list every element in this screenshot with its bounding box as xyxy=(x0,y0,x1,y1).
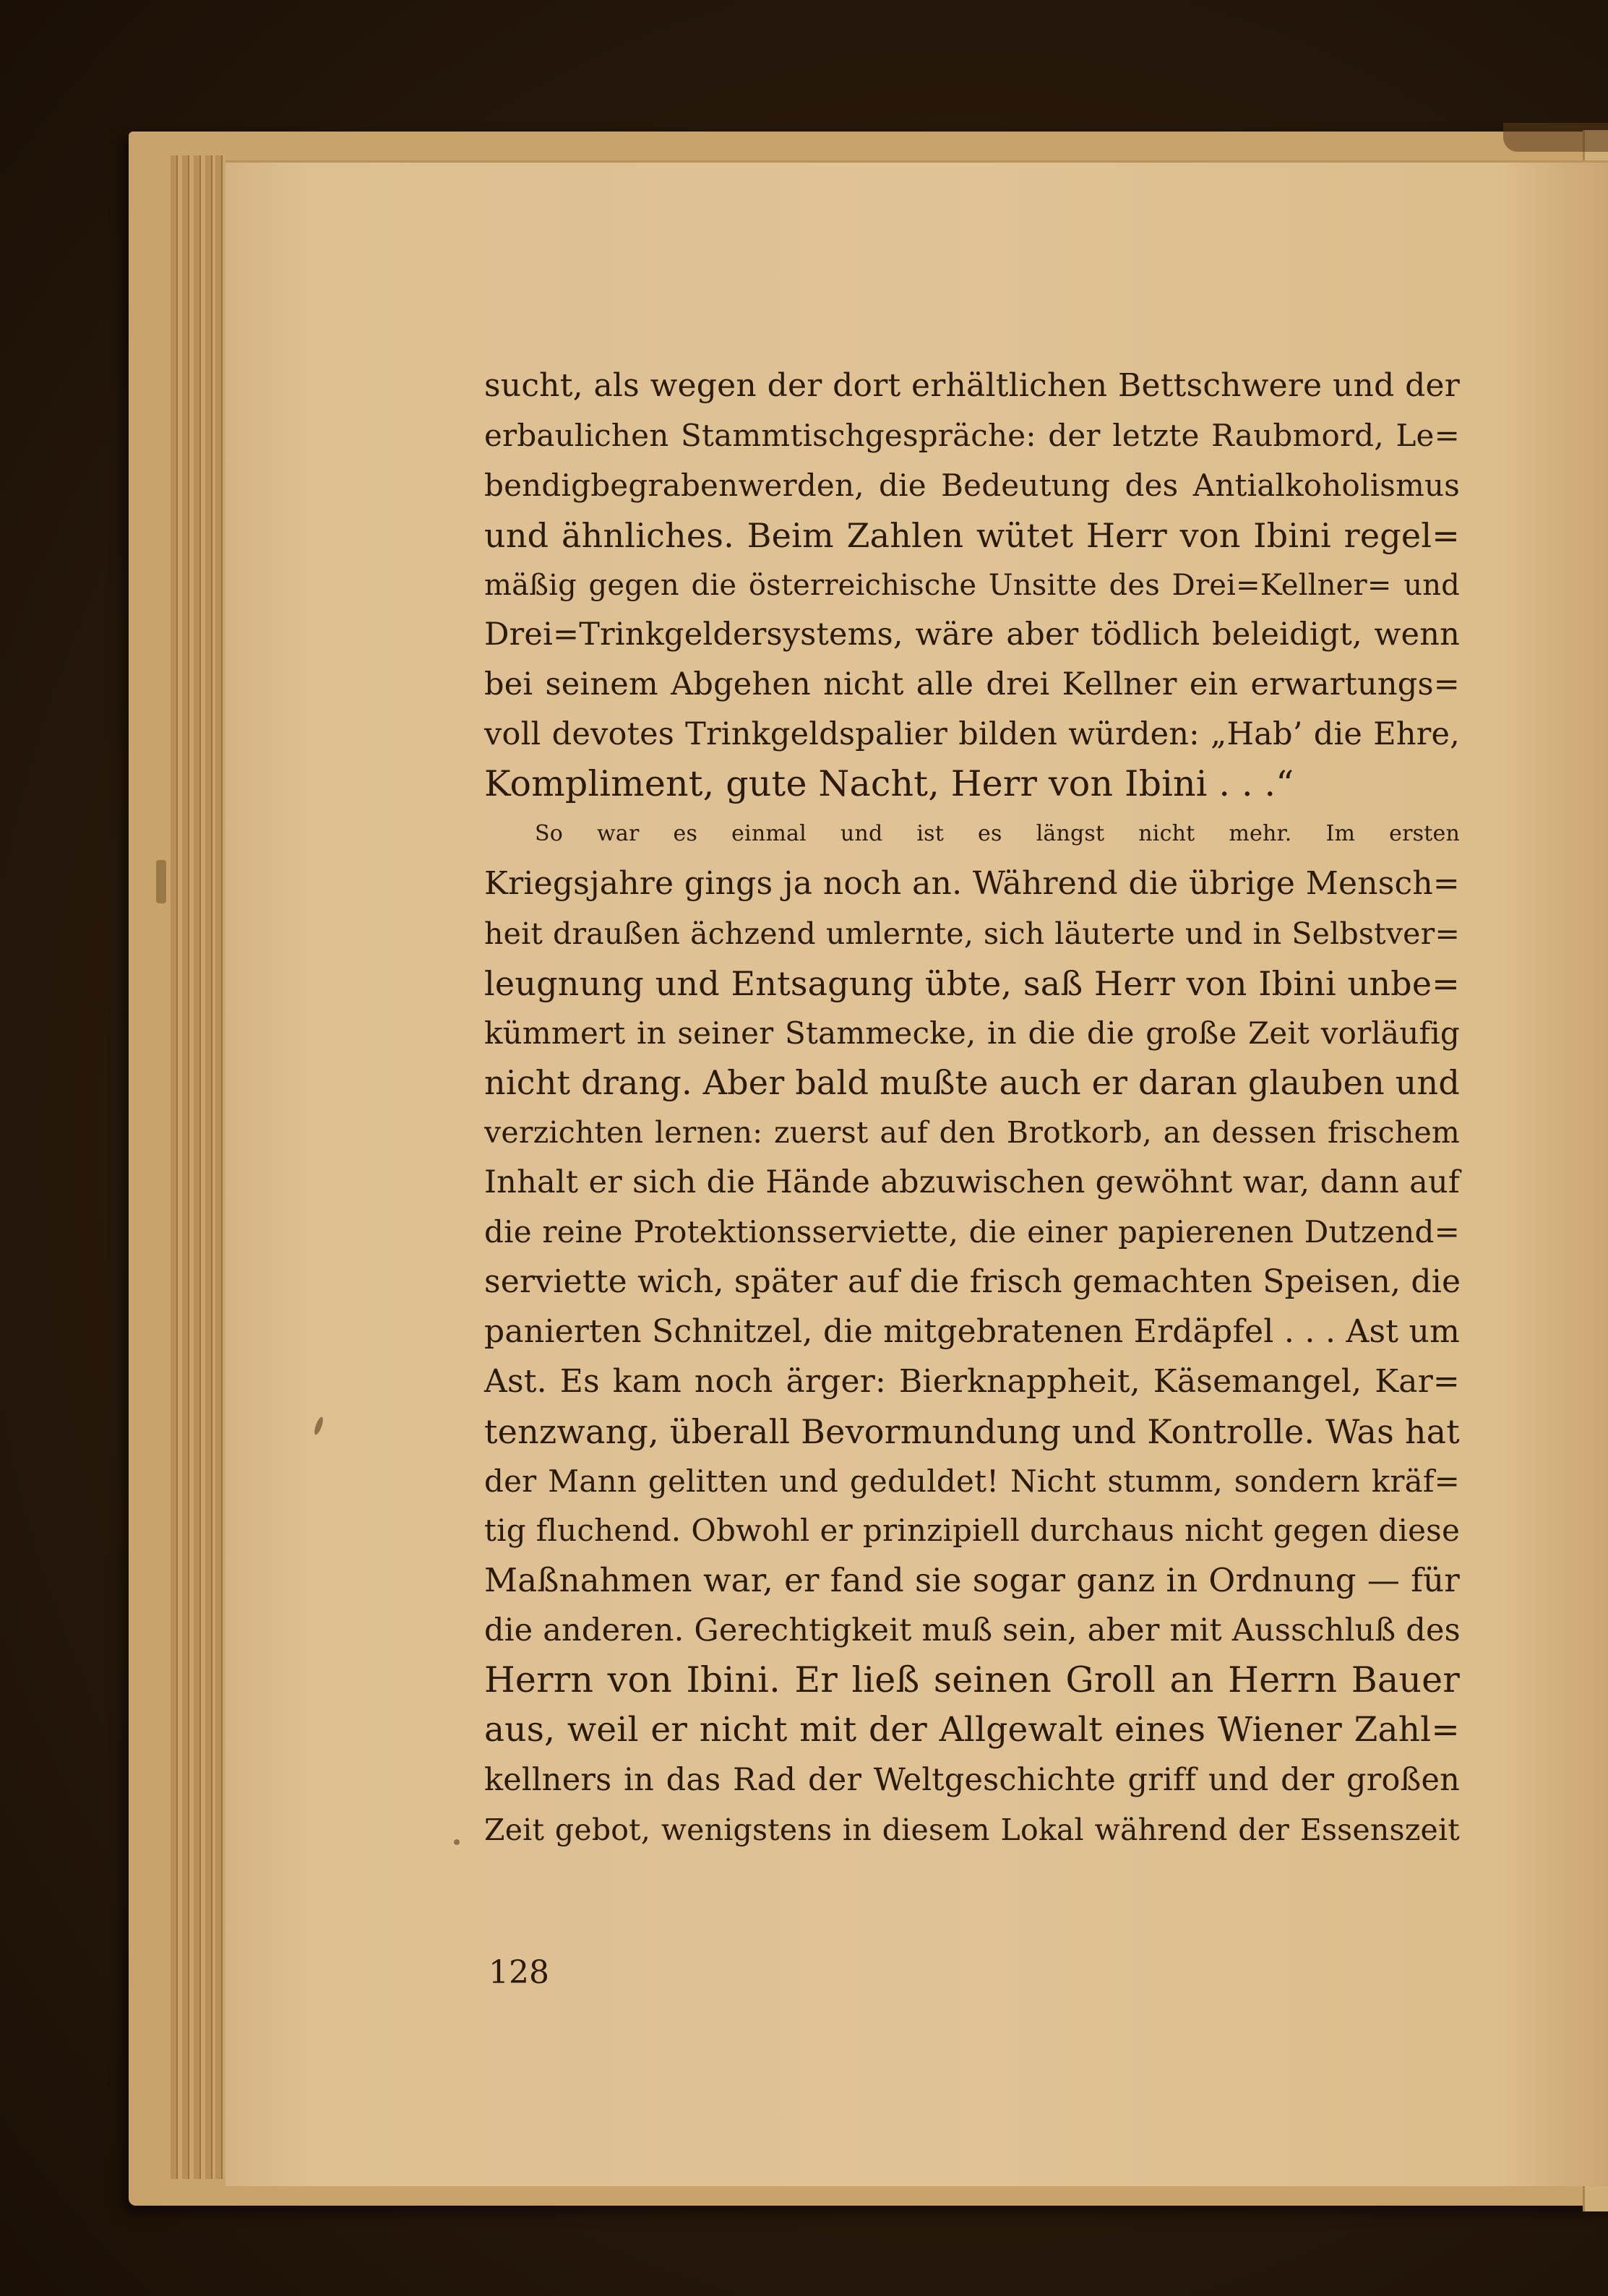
text-line: mäßig gegen die österreichische Unsitte des Drei=Kellner= und xyxy=(484,568,1460,602)
text-line: heit draußen ächzend umlernte, sich läuterte und in Selbstver= xyxy=(484,916,1460,951)
page-number: 128 xyxy=(489,1954,549,1991)
text-line: leugnung und Entsagung übte, saß Herr von Ibini unbe= xyxy=(484,963,1460,1003)
text-line: und ähnliches. Beim Zahlen wütet Herr von Ibini regel= xyxy=(484,515,1460,555)
page-edge xyxy=(215,155,223,2179)
paper-mark xyxy=(454,1839,460,1845)
text-line: kellners in das Rad der Weltgeschichte griff und der großen xyxy=(484,1761,1460,1798)
text-line: Herrn von Ibini. Er ließ seinen Groll an Herrn Bauer xyxy=(484,1659,1460,1701)
text-line: Kompliment, gute Nacht, Herr von Ibini . . .“ xyxy=(484,763,1294,805)
text-line: der Mann gelitten und geduldet! Nicht stumm, sondern kräf= xyxy=(484,1463,1460,1499)
text-line: panierten Schnitzel, die mitgebratenen Erdäpfel . . . Ast um xyxy=(484,1312,1460,1350)
text-line: Ast. Es kam noch ärger: Bierknappheit, Käsemangel, Kar= xyxy=(484,1362,1460,1400)
text-line: sucht, als wegen der dort erhältlichen Bettschwere und der xyxy=(484,367,1460,404)
text-line: nicht drang. Aber bald mußte auch er daran glauben und xyxy=(484,1063,1460,1103)
text-line: tenzwang, überall Bevormundung und Kontrolle. Was hat xyxy=(484,1411,1460,1451)
body-text xyxy=(484,361,1460,1855)
page-edge xyxy=(205,155,212,2179)
text-line: erbaulichen Stammtischgespräche: der letzte Raubmord, Le= xyxy=(484,417,1460,453)
text-line: Maßnahmen war, er fand sie sogar ganz in Ordnung — für xyxy=(484,1561,1460,1600)
page-edge xyxy=(194,155,201,2179)
text-line: die reine Protektionsserviette, die einer papierenen Dutzend= xyxy=(484,1214,1460,1250)
text-line: bendigbegrabenwerden, die Bedeutung des Antialkoholismus xyxy=(484,467,1460,503)
text-line: tig fluchend. Obwohl er prinzipiell durchaus nicht gegen diese xyxy=(484,1513,1460,1549)
text-line: Inhalt er sich die Hände abzuwischen gewöhnt war, dann auf xyxy=(484,1164,1460,1201)
text-line: verzichten lernen: zuerst auf den Brotkorb, an dessen frischem xyxy=(484,1115,1460,1151)
text-line: aus, weil er nicht mit der Allgewalt eines Wiener Zahl= xyxy=(484,1710,1460,1750)
worn-corner xyxy=(1503,123,1608,152)
text-line: die anderen. Gerechtigkeit muß sein, aber mit Ausschluß des xyxy=(484,1612,1461,1649)
text-line: Drei=Trinkgeldersystems, wäre aber tödlich beleidigt, wenn xyxy=(484,616,1460,653)
text-line: kümmert in seiner Stammecke, in die die große Zeit vorläufig xyxy=(484,1015,1460,1051)
text-line: serviette wich, später auf die frisch gemachten Speisen, die xyxy=(484,1263,1461,1301)
text-line: bei seinem Abgehen nicht alle drei Kellner ein erwartungs= xyxy=(484,666,1460,703)
page-edge xyxy=(171,155,178,2179)
text-line: Zeit gebot, wenigstens in diesem Lokal während der Essenszeit xyxy=(484,1812,1460,1847)
text-line: Kriegsjahre gings ja noch an. Während die übrige Mensch= xyxy=(484,864,1460,902)
page-edge xyxy=(182,155,189,2179)
text-line: voll devotes Trinkgeldspalier bilden würden: „Hab’ die Ehre, xyxy=(484,716,1460,753)
paper-mark xyxy=(156,860,166,903)
text-line: So war es einmal und ist es längst nicht mehr. Im ersten xyxy=(535,821,1460,847)
